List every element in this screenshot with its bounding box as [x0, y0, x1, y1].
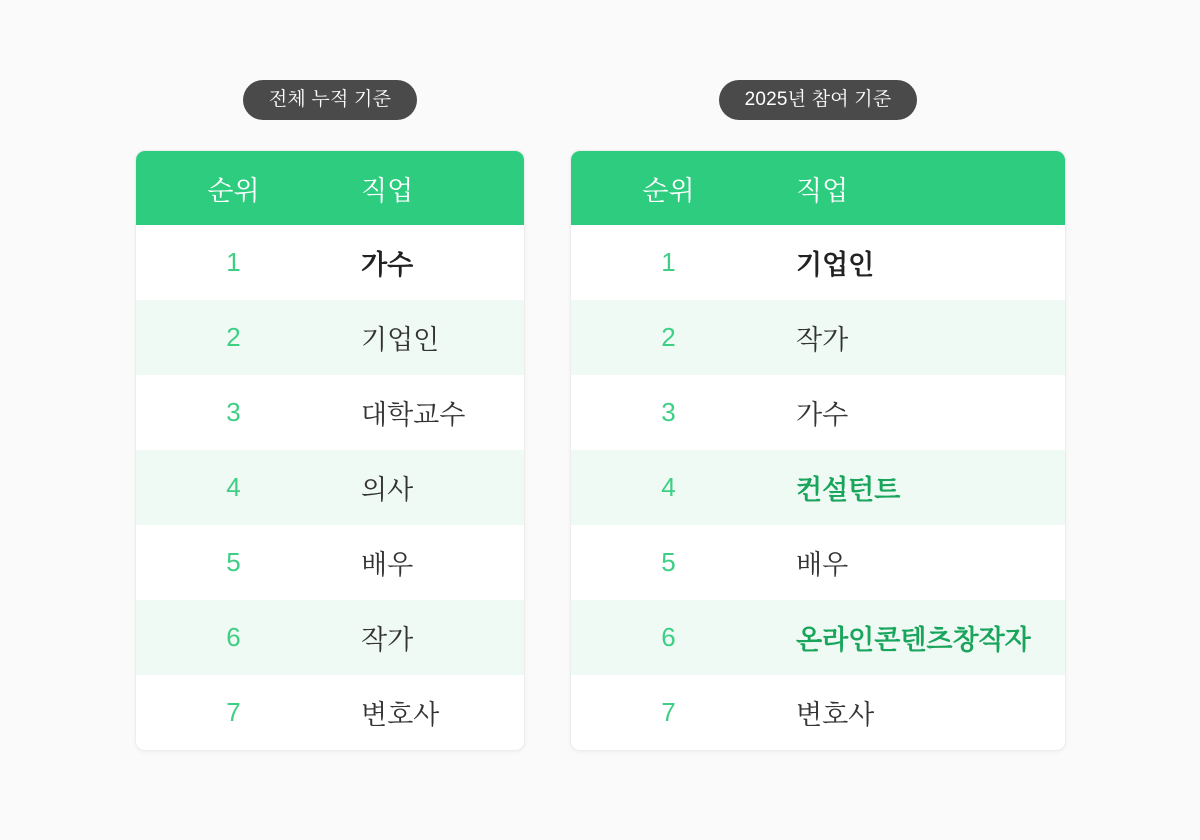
table-cumulative [135, 150, 525, 751]
rank-cell: 4 [661, 472, 676, 502]
table-2025 [570, 150, 1066, 751]
job-cell: 대학교수 [361, 400, 466, 430]
rank-cell: 2 [661, 322, 676, 352]
table-row [136, 525, 524, 600]
job-cell: 가수 [796, 400, 849, 430]
column-header-rank: 순위 [642, 175, 695, 206]
job-cell: 변호사 [796, 700, 875, 730]
table-row [136, 375, 524, 450]
rank-cell: 2 [226, 322, 241, 352]
table-row [136, 675, 524, 750]
badge-wrap-2025 [570, 80, 1066, 120]
rank-cell: 3 [226, 397, 241, 427]
table-row [571, 525, 1065, 600]
job-cell: 작가 [361, 625, 414, 655]
job-cell: 온라인콘텐츠창작자 [796, 625, 1031, 655]
panel-cumulative [135, 80, 525, 751]
job-cell: 배우 [796, 550, 849, 580]
rank-cell: 5 [226, 547, 241, 577]
table-row [136, 300, 524, 375]
job-cell: 컨설턴트 [796, 475, 901, 505]
job-cell: 의사 [361, 475, 414, 505]
badge-cumulative: 전체 누적 기준 [243, 80, 417, 120]
table-row [136, 600, 524, 675]
table-row [571, 375, 1065, 450]
table-row [136, 225, 524, 300]
panel-2025 [570, 80, 1066, 751]
rank-cell: 6 [661, 622, 676, 652]
rank-cell: 7 [661, 697, 676, 727]
rank-cell: 1 [226, 247, 241, 277]
table-header-row [136, 151, 524, 225]
table-body [571, 225, 1065, 750]
column-header-job: 직업 [361, 175, 414, 206]
table-row [571, 600, 1065, 675]
badge-2025: 2025년 참여 기준 [719, 80, 918, 120]
job-cell: 작가 [796, 325, 849, 355]
column-header-rank: 순위 [207, 175, 260, 206]
table-row [571, 675, 1065, 750]
rank-cell: 5 [661, 547, 676, 577]
table-row [571, 225, 1065, 300]
rank-cell: 1 [661, 247, 676, 277]
job-cell: 가수 [361, 250, 414, 280]
job-cell: 변호사 [361, 700, 440, 730]
rank-cell: 6 [226, 622, 241, 652]
table-header-row [571, 151, 1065, 225]
rank-cell: 3 [661, 397, 676, 427]
column-header-job: 직업 [796, 175, 849, 206]
job-cell: 기업인 [361, 325, 440, 355]
job-cell: 기업인 [796, 250, 875, 280]
table-body [136, 225, 524, 750]
badge-wrap-cumulative [135, 80, 525, 120]
table-row [571, 300, 1065, 375]
table-row [136, 450, 524, 525]
job-cell: 배우 [361, 550, 414, 580]
table-row [571, 450, 1065, 525]
rank-cell: 7 [226, 697, 241, 727]
rank-cell: 4 [226, 472, 241, 502]
